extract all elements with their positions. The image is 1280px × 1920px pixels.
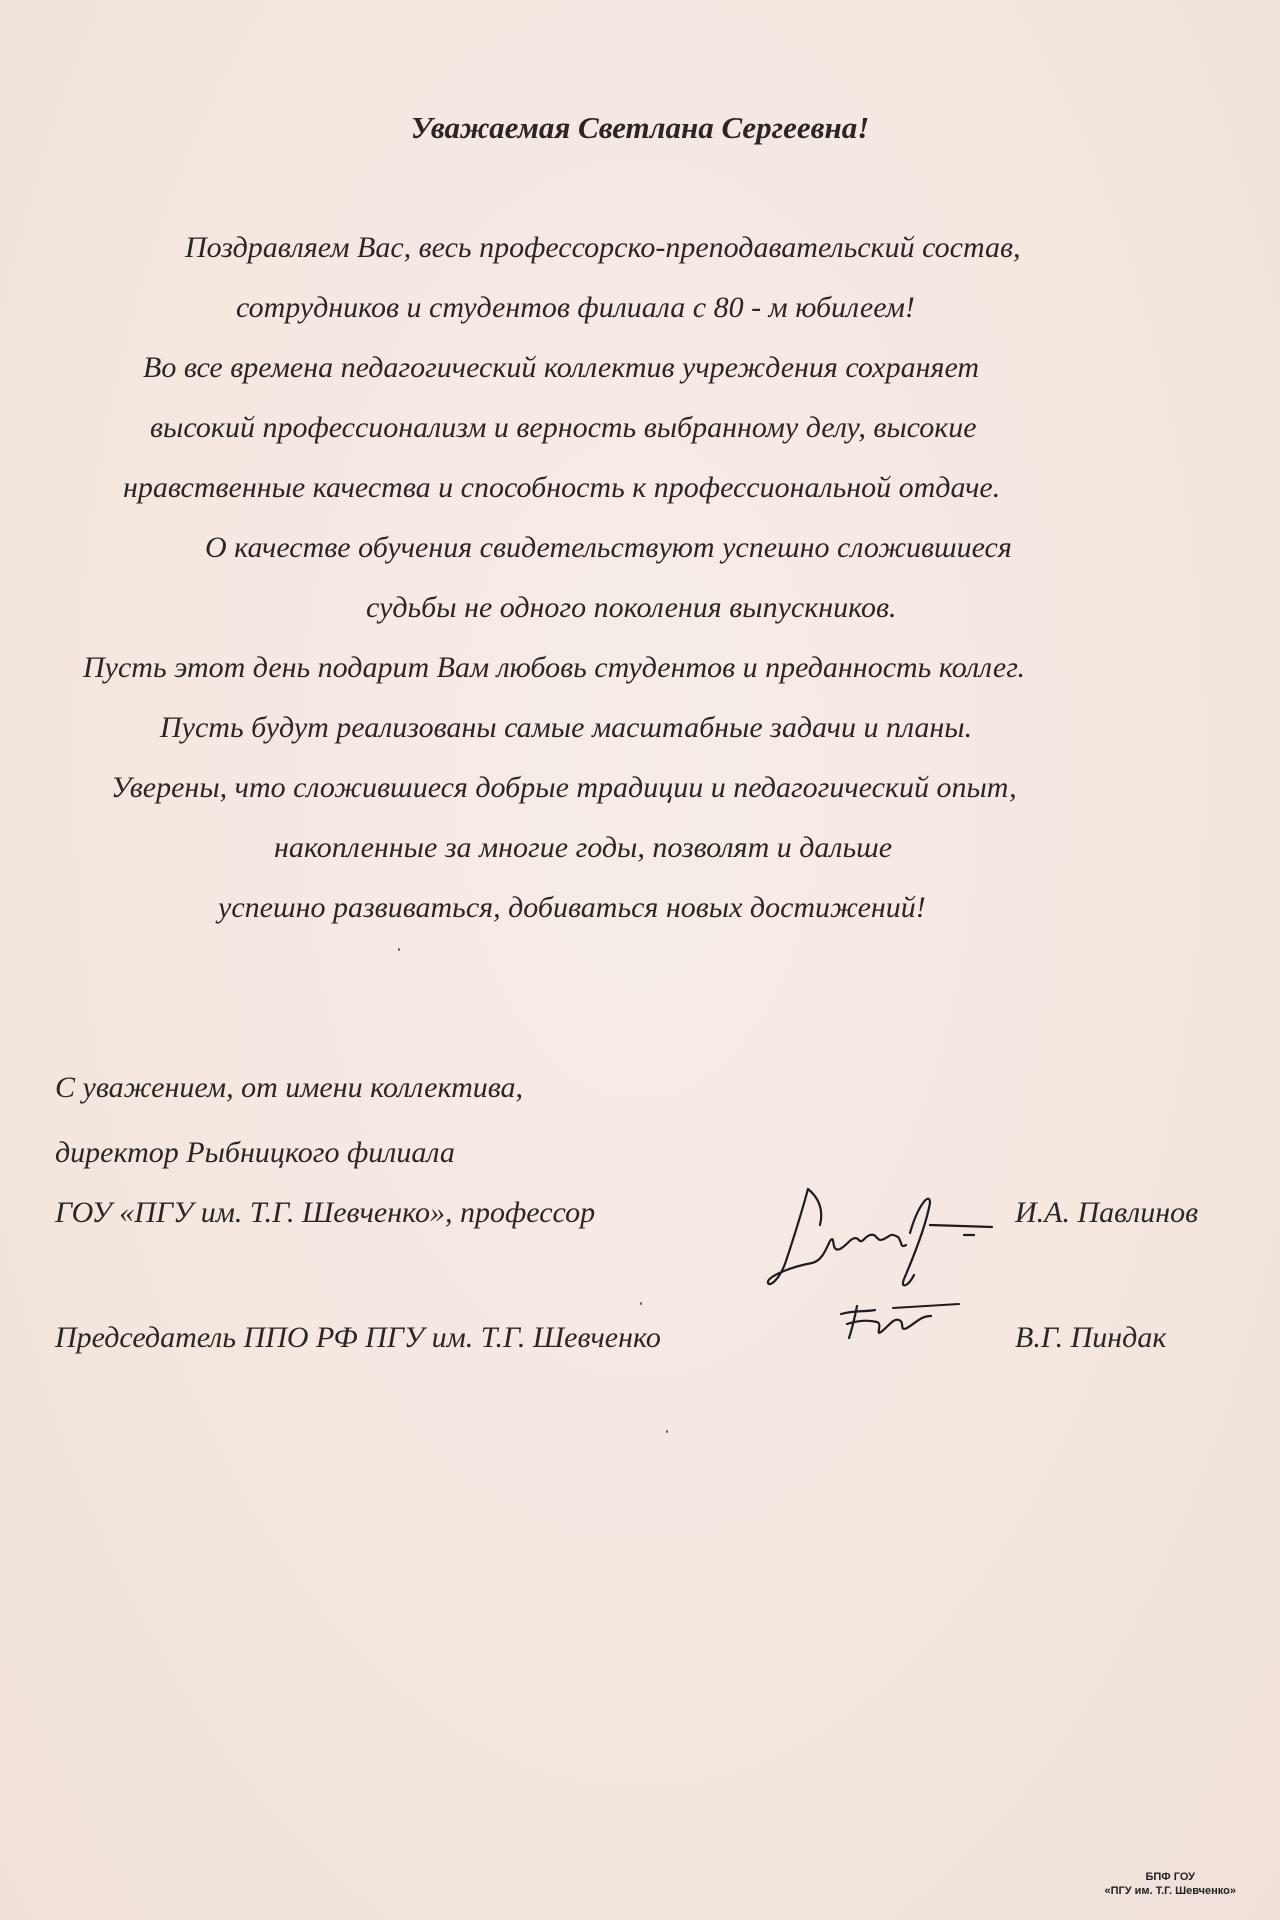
body-line: судьбы не одного поколения выпускников. <box>366 591 897 624</box>
archive-stamp <box>1104 1870 1236 1898</box>
body-line: нравственные качества и способность к профессиональной отдаче. <box>123 471 1001 504</box>
signoff-line: ГОУ «ПГУ им. Т.Г. Шевченко», профессор <box>55 1196 596 1229</box>
body-line: Во все времена педагогический коллектив учреждения сохраняет <box>143 351 980 384</box>
stamp-line: «ПГУ им. Т.Г. Шевченко» <box>1104 1885 1236 1897</box>
salutation: Уважаемая Светлана Сергеевна! <box>410 110 870 145</box>
body-line: О качестве обучения свидетельствуют успешно сложившиеся <box>205 531 1012 564</box>
signature-pindak <box>835 1298 975 1348</box>
signer-name-pindak: В.Г. Пиндак <box>1015 1321 1167 1354</box>
signature-pavlinov <box>760 1175 1010 1300</box>
stamp-line: БПФ ГОУ <box>1145 1871 1195 1883</box>
chairman-title: Председатель ППО РФ ПГУ им. Т.Г. Шевченко <box>55 1321 661 1354</box>
body-line: высокий профессионализм и верность выбранному делу, высокие <box>150 411 977 444</box>
signer-name-pavlinov: И.А. Павлинов <box>1015 1196 1199 1229</box>
body-line: Уверены, что сложившиеся добрые традиции и педагогический опыт, <box>111 771 1017 804</box>
body-line: накопленные за многие годы, позволят и дальше <box>274 831 893 864</box>
body-line: сотрудников и студентов филиала с 80 - м юбилеем! <box>236 291 915 324</box>
body-line: Поздравляем Вас, весь профессорско-преподавательский состав, <box>185 231 1021 264</box>
paper-speck <box>640 1302 642 1305</box>
paper-speck <box>398 948 400 951</box>
body-line: Пусть этот день подарит Вам любовь студентов и преданность коллег. <box>83 651 1025 684</box>
signoff-line: С уважением, от имени коллектива, <box>55 1071 524 1104</box>
body-line: успешно развиваться, добиваться новых достижений! <box>218 891 926 924</box>
body-line: Пусть будут реализованы самые масштабные задачи и планы. <box>160 711 973 744</box>
paper-speck <box>666 1430 668 1433</box>
signoff-line: директор Рыбницкого филиала <box>55 1136 455 1169</box>
